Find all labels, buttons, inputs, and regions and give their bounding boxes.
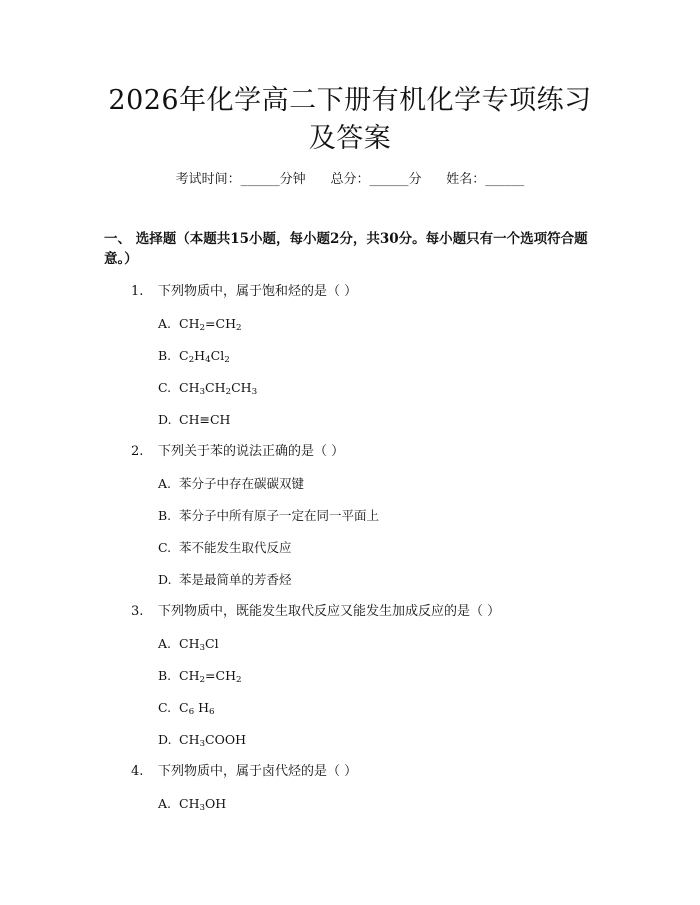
question-1-option-a — [158, 315, 242, 333]
option-formula: $CH_3Cl$ — [179, 636, 219, 654]
question-2-option-b — [158, 507, 379, 525]
option-formula: $CH_2=CH_2$ — [179, 668, 242, 686]
option-letter: A. — [158, 796, 172, 811]
question-number: 4. — [131, 764, 144, 779]
question-3-option-a — [158, 635, 219, 653]
student-name-field: 姓名：______ — [446, 172, 525, 187]
question-1-option-c — [158, 379, 257, 397]
option-text: 苯不能发生取代反应 — [179, 540, 292, 555]
question-2-option-c — [158, 539, 292, 557]
question-4 — [131, 763, 357, 781]
option-formula: $CH_3COOH$ — [179, 732, 247, 750]
page-title: 2026年化学高二下册有机化学专项练习及答案 — [108, 85, 592, 154]
question-text: 下列物质中，属于饱和烃的是（ ） — [158, 284, 358, 299]
option-letter: C. — [158, 700, 172, 715]
option-letter: D. — [158, 732, 172, 747]
question-3-option-b — [158, 667, 242, 685]
option-formula: $CH_3CH_2CH_3$ — [179, 380, 258, 398]
question-text: 下列关于苯的说法正确的是（ ） — [158, 444, 345, 459]
option-formula: $C_2H_4Cl_2$ — [179, 348, 230, 366]
option-letter: C. — [158, 380, 172, 395]
option-letter: A. — [158, 316, 172, 331]
option-formula: $CH_2=CH_2$ — [179, 316, 242, 334]
option-formula: $CH_3OH$ — [179, 796, 227, 814]
question-number: 1. — [131, 284, 144, 299]
question-2-option-d — [158, 571, 292, 589]
question-1 — [131, 283, 357, 301]
section-heading: 一、 选择题（本题共15小题，每小题2分，共30分。每小题只有一个选项符合题意。） — [104, 231, 588, 267]
question-3-option-d — [158, 731, 246, 749]
option-letter: D. — [158, 572, 172, 587]
question-number: 2. — [131, 444, 144, 459]
option-letter: B. — [158, 508, 172, 523]
exam-time-field: 考试时间：______分钟 — [175, 172, 306, 187]
question-number: 3. — [131, 604, 144, 619]
option-letter: C. — [158, 540, 172, 555]
option-letter: A. — [158, 476, 172, 491]
question-1-option-b — [158, 347, 230, 365]
option-letter: A. — [158, 636, 172, 651]
exam-info-row — [0, 168, 700, 187]
total-score-field: 总分：______分 — [330, 172, 422, 187]
option-letter: B. — [158, 348, 172, 363]
option-text: 苯分子中所有原子一定在同一平面上 — [179, 508, 380, 523]
option-letter: B. — [158, 668, 172, 683]
option-formula: $C_6$ $H_6$ — [179, 700, 215, 718]
question-text: 下列物质中，属于卤代烃的是（ ） — [158, 764, 358, 779]
option-letter: D. — [158, 412, 172, 427]
question-3 — [131, 603, 500, 621]
option-formula: CH≡CH — [179, 412, 231, 427]
question-2 — [131, 443, 344, 461]
option-text: 苯分子中存在碳碳双键 — [179, 476, 305, 491]
question-2-option-a — [158, 475, 304, 493]
question-text: 下列物质中，既能发生取代反应又能发生加成反应的是（ ） — [158, 604, 501, 619]
question-1-option-d — [158, 411, 230, 429]
question-4-option-a — [158, 795, 226, 813]
question-3-option-c — [158, 699, 215, 717]
option-text: 苯是最简单的芳香烃 — [179, 572, 292, 587]
